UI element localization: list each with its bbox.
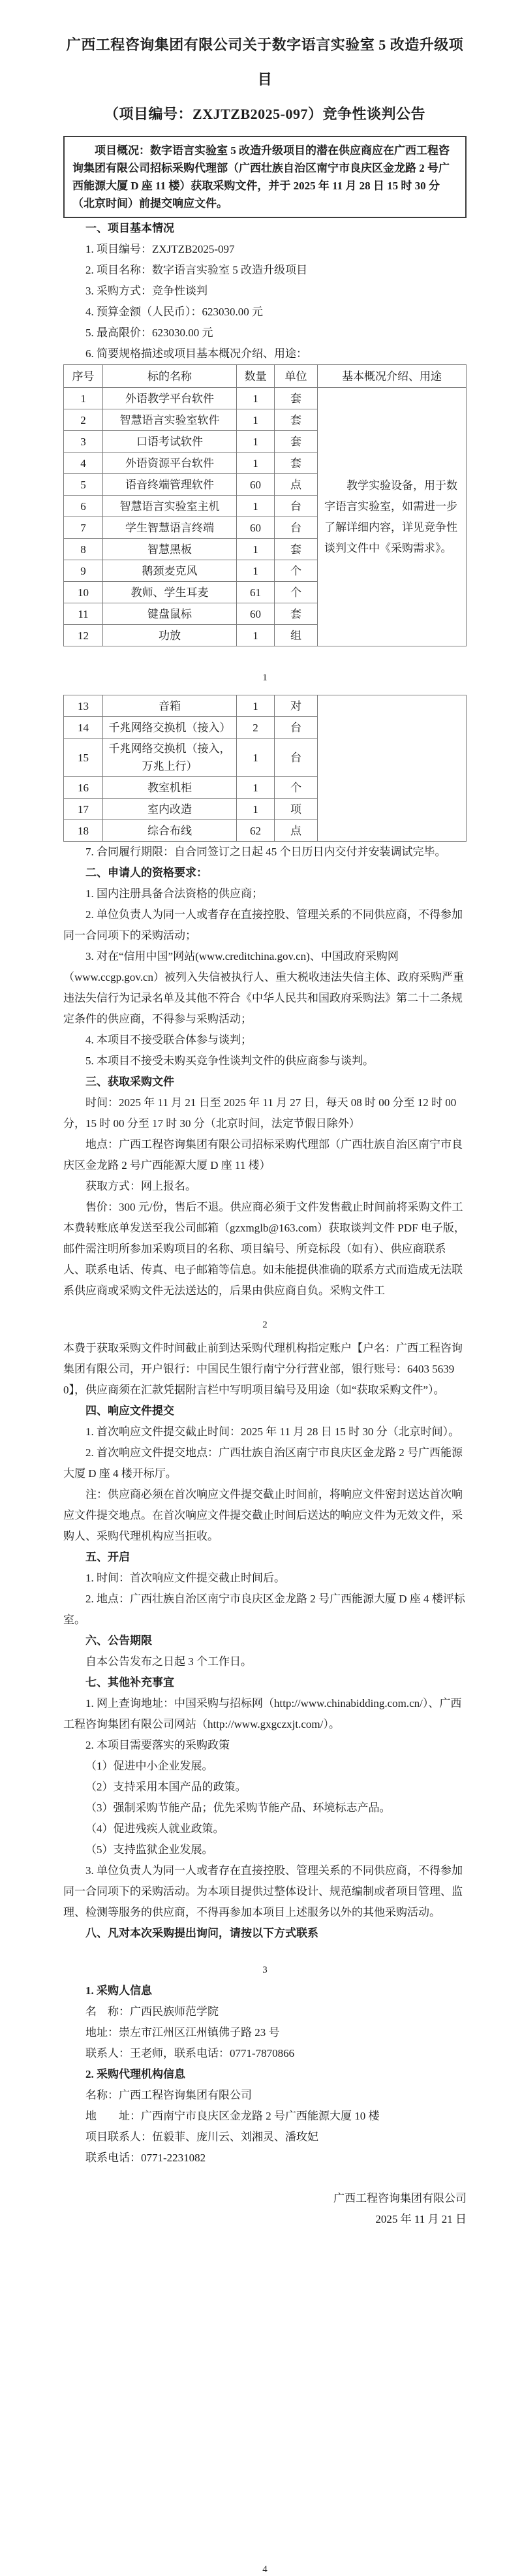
col-header-unit: 单位: [275, 365, 318, 388]
cell-unit: 台: [275, 496, 318, 517]
agency-info-heading: 2. 采购代理机构信息: [85, 2068, 185, 2080]
cell-unit: 个: [275, 582, 318, 603]
agency-contacts: 项目联系人：伍毅菲、庞川云、刘湘灵、潘玫妃: [85, 2131, 318, 2143]
cell-qty: 62: [237, 820, 275, 842]
doc-obtain-place: 地点：广西工程咨询集团有限公司招标采购代理部（广西壮族自治区南宁市良庆区金龙路 2 号广西能源大厦 D 座 11 楼）: [63, 1138, 463, 1171]
cell-unit: 台: [275, 739, 318, 777]
project-overview-text: 项目概况：数字语言实验室 5 改造升级项目的潜在供应商应在广西工程咨询集团有限公司招标采购代理部（广西壮族自治区南宁市良庆区金龙路 2 号广西能源大厦 D 座 11 楼）获取采购文件，并于 2025 年 11 月 28 日 15 时 30 分（北京时间）前提交响应文件。: [72, 144, 450, 210]
cell-index: 8: [64, 539, 103, 560]
cell-name: 智慧语言实验室软件: [103, 409, 237, 431]
opening-time: 1. 时间：首次响应文件提交截止时间后。: [85, 1572, 285, 1584]
doc-price-part2: 本费于获取采购文件时间截止前到达采购代理机构指定账户【户名：广西工程咨询集团有限公司，开户银行：中国民生银行南宁分行营业部，银行账号：6403 5639 0】，供应商须在汇款凭据附言栏中写明项目编号及用途（如“获取采购文件”）。: [63, 1342, 463, 1396]
cell-name: 教室机柜: [103, 777, 237, 799]
agency-name: 名称：广西工程咨询集团有限公司: [85, 2089, 252, 2101]
cell-unit: 套: [275, 409, 318, 431]
cell-name: 综合布线: [103, 820, 237, 842]
restriction-note: 3. 单位负责人为同一人或者存在直接控股、管理关系的不同供应商，不得参加同一合同项下的采购活动。为本项目提供过整体设计、规范编制或者项目管理、监理、检测等服务的供应商，不得再参加本项目上述服务以外的其他采购活动。: [63, 1864, 463, 1918]
policy-item: （1）促进中小企业发展。: [85, 1760, 213, 1772]
cell-name: 口语考试软件: [103, 431, 237, 453]
items-table-page1: [63, 364, 467, 646]
max-price: 5. 最高限价：623030.00 元: [85, 326, 213, 339]
cell-qty: 1: [237, 799, 275, 820]
cell-index: 12: [64, 625, 103, 646]
cell-qty: 60: [237, 474, 275, 496]
col-header-index: 序号: [64, 365, 103, 388]
procurement-method: 3. 采购方式：竞争性谈判: [85, 285, 207, 297]
cell-unit: 台: [275, 517, 318, 539]
page-number-4: 4: [262, 2564, 268, 2575]
cell-index: 17: [64, 799, 103, 820]
cell-index: 11: [64, 603, 103, 625]
desc-merged-text: 教学实验设备，用于数字语言实验室，如需进一步了解详细内容，详见竞争性谈判文件中《采购需求》。: [324, 479, 457, 554]
items-table-page2: [63, 695, 467, 842]
col-header-qty: 数量: [237, 365, 275, 388]
opening-place: 2. 地点：广西壮族自治区南宁市良庆区金龙路 2 号广西能源大厦 D 座 4 楼评标室。: [63, 1593, 465, 1626]
project-name: 2. 项目名称：数字语言实验室 5 改造升级项目: [85, 264, 307, 276]
cell-qty: 60: [237, 517, 275, 539]
policy-item: （5）支持监狱企业发展。: [85, 1843, 213, 1856]
cell-qty: 2: [237, 717, 275, 739]
table-row: [64, 388, 467, 409]
signature-block: [63, 2188, 467, 2230]
cell-name: 智慧语言实验室主机: [103, 496, 237, 517]
cell-unit: 套: [275, 603, 318, 625]
response-place: 2. 首次响应文件提交地点：广西壮族自治区南宁市良庆区金龙路 2 号广西能源大厦 D 座 4 楼开标厅。: [63, 1446, 463, 1480]
page-number-1: 1: [262, 673, 268, 683]
section-1-heading: 一、项目基本情况: [85, 222, 174, 234]
cell-name: 室内改造: [103, 799, 237, 820]
cell-name: 智慧黑板: [103, 539, 237, 560]
section-8-heading: 八、凡对本次采购提出询问，请按以下方式联系: [85, 1927, 318, 1939]
cell-qty: 1: [237, 560, 275, 582]
cell-index: 2: [64, 409, 103, 431]
budget-amount: 4. 预算金额（人民币）：623030.00 元: [85, 306, 263, 318]
cell-index: 3: [64, 431, 103, 453]
cell-name: 键盘鼠标: [103, 603, 237, 625]
cell-qty: 1: [237, 431, 275, 453]
cell-index: 16: [64, 777, 103, 799]
cell-unit: 个: [275, 777, 318, 799]
cell-qty: 1: [237, 388, 275, 409]
table-row: [64, 695, 467, 717]
cell-unit: 点: [275, 820, 318, 842]
qualification-item: 2. 单位负责人为同一人或者存在直接控股、管理关系的不同供应商，不得参加同一合同项下的采购活动；: [63, 908, 463, 942]
cell-index: 13: [64, 695, 103, 717]
cell-qty: 1: [237, 625, 275, 646]
cell-name: 教师、学生耳麦: [103, 582, 237, 603]
cell-unit: 台: [275, 717, 318, 739]
page-number-3: 3: [262, 1965, 268, 1975]
cell-qty: 1: [237, 739, 275, 777]
cell-index: 15: [64, 739, 103, 777]
buyer-info-heading: 1. 采购人信息: [85, 1984, 152, 1997]
cell-unit: 个: [275, 560, 318, 582]
cell-name: 外语资源平台软件: [103, 453, 237, 474]
section-7-heading: 七、其他补充事宜: [85, 1676, 174, 1689]
section-5-heading: 五、开启: [85, 1551, 130, 1563]
cell-index: 1: [64, 388, 103, 409]
buyer-name: 名 称：广西民族师范学院: [85, 2005, 219, 2018]
col-header-name: 标的名称: [103, 365, 237, 388]
cell-desc-merged: [318, 388, 467, 646]
cell-name: 学生智慧语言终端: [103, 517, 237, 539]
cell-index: 5: [64, 474, 103, 496]
qualification-item: 1. 国内注册具备合法资格的供应商；: [85, 887, 263, 900]
policy-intro: 2. 本项目需要落实的采购政策: [85, 1739, 230, 1751]
cell-index: 6: [64, 496, 103, 517]
cell-qty: 1: [237, 539, 275, 560]
policy-item: （2）支持采用本国产品的政策。: [85, 1781, 247, 1793]
section-4-heading: 四、响应文件提交: [85, 1405, 174, 1417]
document-title: [63, 0, 467, 131]
cell-unit: 项: [275, 799, 318, 820]
cell-name: 鹅颈麦克风: [103, 560, 237, 582]
cell-qty: 1: [237, 496, 275, 517]
cell-index: 7: [64, 517, 103, 539]
signature-company: 广西工程咨询集团有限公司: [333, 2192, 467, 2204]
qualification-item: 4. 本项目不接受联合体参与谈判；: [85, 1034, 252, 1046]
section-6-heading: 六、公告期限: [85, 1634, 152, 1647]
cell-qty: 1: [237, 695, 275, 717]
section-3-heading: 三、获取采购文件: [85, 1075, 174, 1088]
qualification-item: 5. 本项目不接受未购买竞争性谈判文件的供应商参与谈判。: [85, 1055, 374, 1067]
response-note: 注：供应商必须在首次响应文件提交截止时间前，将响应文件密封送达首次响应文件提交地点。在首次响应文件提交截止时间后送达的响应文件为无效文件，采购人、采购代理机构应当拒收。: [63, 1488, 463, 1542]
cell-name: 外语教学平台软件: [103, 388, 237, 409]
cell-unit: 套: [275, 431, 318, 453]
page-number-2: 2: [262, 1320, 268, 1330]
doc-price-part1: 售价：300 元/份，售后不退。供应商必须于文件发售截止时间前将采购文件工本费转账底单发送至我公司邮箱（gzxmglb@163.com）获取谈判文件 PDF 电子版，邮件需注明所参加采购项目的名称、项目编号、所竞标段（如有）、供应商联系人、联系电话、传真、电子邮箱等信息。如未能提供准确的联系方式而造成无法联系供应商或采购文件无法送达的，后果由供应商自负。采购文件工: [63, 1201, 465, 1297]
policy-item: （4）促进残疾人就业政策。: [85, 1822, 224, 1835]
cell-index: 10: [64, 582, 103, 603]
cell-unit: 套: [275, 453, 318, 474]
col-header-desc: 基本概况介绍、用途: [318, 365, 467, 388]
agency-phone: 联系电话：0771-2231082: [85, 2152, 206, 2164]
cell-unit: 对: [275, 695, 318, 717]
cell-qty: 60: [237, 603, 275, 625]
spec-description-label: 6. 简要规格描述或项目基本概况介绍、用途：: [85, 347, 307, 360]
cell-index: 4: [64, 453, 103, 474]
cell-unit: 点: [275, 474, 318, 496]
document-title-line-2: （项目编号：ZXJTZB2025-097）竞争性谈判公告: [104, 106, 425, 122]
announcement-period: 自本公告发布之日起 3 个工作日。: [85, 1655, 252, 1668]
cell-name: 千兆网络交换机（接入，万兆上行）: [103, 739, 237, 777]
cell-name: 音箱: [103, 695, 237, 717]
document-title-line-1: 广西工程咨询集团有限公司关于数字语言实验室 5 改造升级项目: [66, 37, 464, 87]
buyer-address: 地址：崇左市江州区江州镇佛子路 23 号: [85, 2026, 280, 2039]
cell-name: 语音终端管理软件: [103, 474, 237, 496]
cell-unit: 套: [275, 539, 318, 560]
cell-qty: 1: [237, 777, 275, 799]
section-2-heading: 二、申请人的资格要求：: [85, 867, 207, 879]
cell-unit: 套: [275, 388, 318, 409]
project-overview-box: [63, 136, 467, 218]
cell-index: 18: [64, 820, 103, 842]
agency-address: 地 址：广西南宁市良庆区金龙路 2 号广西能源大厦 10 楼: [85, 2110, 380, 2122]
cell-qty: 61: [237, 582, 275, 603]
signature-date: 2025 年 11 月 21 日: [375, 2213, 467, 2225]
cell-qty: 1: [237, 453, 275, 474]
cell-qty: 1: [237, 409, 275, 431]
policy-item: （3）强制采购节能产品；优先采购节能产品、环境标志产品。: [85, 1802, 391, 1814]
cell-name: 功放: [103, 625, 237, 646]
cell-desc-merged-empty: [318, 695, 467, 842]
online-query-address: 1. 网上查询地址：中国采购与招标网（http://www.chinabidding.com.cn/）、广西工程咨询集团有限公司网站（http://www.gxgczxjt.com/）。: [63, 1697, 462, 1730]
cell-unit: 组: [275, 625, 318, 646]
buyer-contact: 联系人：王老师，联系电话：0771-7870866: [85, 2047, 295, 2059]
contract-period: 7. 合同履行期限：自合同签订之日起 45 个日历日内交付并安装调试完毕。: [85, 846, 446, 858]
table-header-row: [64, 365, 467, 388]
qualification-item: 3. 对在“信用中国”网站(www.creditchina.gov.cn)、中国政府采购网（www.ccgp.gov.cn）被列入失信被执行人、重大税收违法失信主体、政府采购严重违法失信行为记录名单及其他不符合《中华人民共和国政府采购法》第二十二条规定条件的供应商，不得参与采购活动；: [63, 950, 465, 1025]
project-number: 1. 项目编号：ZXJTZB2025-097: [85, 243, 235, 255]
cell-index: 14: [64, 717, 103, 739]
cell-index: 9: [64, 560, 103, 582]
response-deadline: 1. 首次响应文件提交截止时间：2025 年 11 月 28 日 15 时 30 分（北京时间）。: [85, 1425, 460, 1438]
doc-obtain-method: 获取方式：网上报名。: [85, 1180, 196, 1192]
cell-name: 千兆网络交换机（接入）: [103, 717, 237, 739]
doc-obtain-time: 时间：2025 年 11 月 21 日至 2025 年 11 月 27 日，每天 08 时 00 分至 12 时 00 分，15 时 00 分至 17 时 30 分（北京时间，法定节假日除外）: [63, 1096, 457, 1130]
